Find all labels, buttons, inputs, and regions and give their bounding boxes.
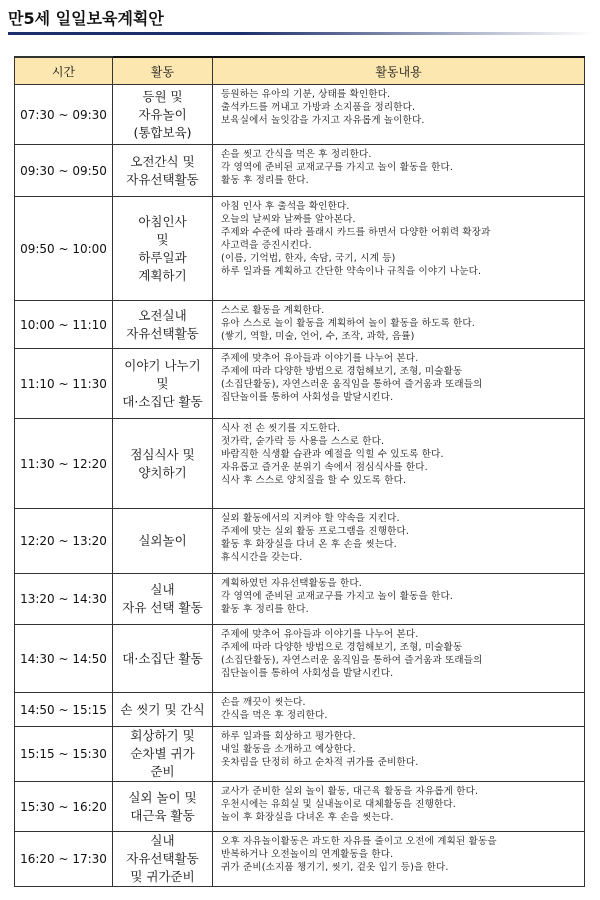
content-line: 젓가락, 숟가락 등 사용을 스스로 한다. bbox=[221, 436, 385, 447]
activity-cell bbox=[113, 832, 213, 887]
content-line: 활동 후 정리를 한다. bbox=[221, 175, 309, 186]
content-line: 식사 전 손 씻기를 지도한다. bbox=[221, 423, 341, 434]
content-line: (쌓기, 역할, 미술, 언어, 수, 조작, 과학, 음률) bbox=[221, 331, 415, 342]
content-line: 주제와 수준에 따라 플래시 카드를 하면서 다양한 어휘력 확장과 bbox=[221, 227, 491, 238]
content-line: 집단놀이를 통하여 사회성을 발달시킨다. bbox=[221, 668, 394, 679]
content-line: 오늘의 날씨와 날짜를 알아본다. bbox=[221, 214, 356, 225]
time-cell: 09:50 ~ 10:00 bbox=[15, 197, 113, 301]
content-cell bbox=[213, 349, 585, 419]
activity-line: 자유 선택 활동 bbox=[122, 600, 203, 615]
content-line: 주제에 맞추어 유아들과 이야기를 나누어 본다. bbox=[221, 629, 419, 640]
content-line: 하루 일과를 회상하고 평가한다. bbox=[221, 731, 356, 742]
content-line: 놀이 후 화장실을 다녀온 후 손을 씻는다. bbox=[221, 812, 394, 823]
content-line: 보육실에서 놀잇감을 가지고 자유롭게 놀이한다. bbox=[221, 115, 425, 126]
content-cell bbox=[213, 574, 585, 625]
table-row bbox=[15, 693, 585, 727]
content-line: 스스로 활동을 계획한다. bbox=[221, 305, 325, 316]
content-line: 집단놀이를 통하여 사회성을 발달시킨다. bbox=[221, 392, 394, 403]
activity-line: 대근육 활동 bbox=[130, 807, 195, 823]
schedule-table bbox=[14, 56, 585, 887]
content-line: 내일 활동을 소개하고 예상한다. bbox=[221, 744, 356, 755]
content-line: 주제에 따라 다양한 방법으로 경험해보기, 조형, 미술활동 bbox=[221, 366, 463, 377]
activity-line: 및 bbox=[156, 231, 169, 247]
content-line: 주제에 맞는 실외 활동 프로그램을 진행한다. bbox=[221, 526, 410, 537]
activity-line: 양치하기 bbox=[138, 464, 187, 480]
content-line: 우천시에는 유희실 및 실내놀이로 대체활동을 진행한다. bbox=[221, 799, 456, 810]
page-title: 만5세 일일보육계획안 bbox=[8, 9, 164, 28]
activity-line: 자유놀이 bbox=[138, 106, 187, 122]
activity-line: 대·소집단 활동 bbox=[122, 393, 203, 409]
content-line: 주제에 맞추어 유아들과 이야기를 나누어 본다. bbox=[221, 353, 419, 364]
time-cell: 16:20 ~ 17:30 bbox=[15, 832, 113, 887]
activity-line: 및 bbox=[156, 375, 169, 391]
activity-line: 준비 bbox=[150, 764, 175, 779]
content-line: 옷차림을 단정히 하고 순차적 귀가를 준비한다. bbox=[221, 757, 419, 768]
activity-line: 순차별 귀가 bbox=[130, 746, 195, 761]
table-row bbox=[15, 625, 585, 693]
time-cell: 14:50 ~ 15:15 bbox=[15, 693, 113, 727]
content-line: 활동 후 정리를 한다. bbox=[221, 604, 309, 615]
activity-cell bbox=[113, 301, 213, 349]
content-line: 손을 깨끗이 씻는다. bbox=[221, 697, 306, 708]
table-row bbox=[15, 349, 585, 419]
content-cell bbox=[213, 419, 585, 509]
activity-cell bbox=[113, 693, 213, 727]
content-cell bbox=[213, 301, 585, 349]
content-cell bbox=[213, 509, 585, 574]
title-underline bbox=[8, 32, 240, 35]
activity-cell bbox=[113, 419, 213, 509]
activity-cell bbox=[113, 509, 213, 574]
activity-line: 등원 및 bbox=[142, 88, 183, 104]
table-row bbox=[15, 832, 585, 887]
activity-cell bbox=[113, 625, 213, 693]
activity-line: 실내 bbox=[150, 582, 175, 597]
content-line: 귀가 준비(소지품 챙기기, 씻기, 겉옷 입기 등)을 한다. bbox=[221, 862, 449, 873]
content-cell bbox=[213, 197, 585, 301]
activity-line: 실외놀이 bbox=[138, 533, 187, 548]
activity-line: 오전간식 및 bbox=[130, 153, 195, 169]
content-line: 하루 일과를 계획하고 간단한 약속이나 규칙을 이야기 나눈다. bbox=[221, 266, 482, 277]
activity-line: 실외 놀이 및 bbox=[128, 789, 197, 805]
activity-line: 이야기 나누기 bbox=[124, 357, 201, 373]
table-row bbox=[15, 301, 585, 349]
content-line: 사고력을 증진시킨다. bbox=[221, 240, 312, 251]
activity-line: 계획하기 bbox=[138, 267, 187, 283]
activity-line: 하루일과 bbox=[138, 249, 187, 265]
activity-cell bbox=[113, 85, 213, 145]
activity-line: 및 귀가준비 bbox=[130, 869, 195, 884]
content-cell bbox=[213, 727, 585, 782]
content-line: 교사가 준비한 실외 놀이 활동, 대근육 활동을 자유롭게 한다. bbox=[221, 786, 479, 797]
content-cell bbox=[213, 832, 585, 887]
table-row bbox=[15, 727, 585, 782]
content-line: 유아 스스로 놀이 활동을 계획하여 놀이 활동을 하도록 한다. bbox=[221, 318, 476, 329]
table-row bbox=[15, 419, 585, 509]
activity-line: (통합보육) bbox=[133, 124, 192, 140]
time-cell: 15:30 ~ 16:20 bbox=[15, 782, 113, 832]
content-line: 휴식시간을 갖는다. bbox=[221, 552, 303, 563]
content-line: (이름, 기억법, 한자, 속담, 국기, 시계 등) bbox=[221, 253, 396, 264]
time-cell: 14:30 ~ 14:50 bbox=[15, 625, 113, 693]
content-line: 각 영역에 준비된 교재교구를 가지고 놀이 활동을 한다. bbox=[221, 162, 454, 173]
content-line: 자유롭고 즐거운 분위기 속에서 점심식사를 한다. bbox=[221, 462, 428, 473]
content-line: 각 영역에 준비된 교재교구를 가지고 놀이 활동을 한다. bbox=[221, 591, 454, 602]
content-cell bbox=[213, 625, 585, 693]
content-line: 반복하거나 오전놀이의 연계활동을 한다. bbox=[221, 849, 394, 860]
activity-cell bbox=[113, 349, 213, 419]
content-cell bbox=[213, 145, 585, 197]
content-line: (소집단활동), 자연스러운 움직임을 통하여 즐거움과 또래들의 bbox=[221, 655, 483, 666]
content-line: 식사 후 스스로 양치질을 할 수 있도록 한다. bbox=[221, 475, 407, 486]
table-row bbox=[15, 782, 585, 832]
table-row bbox=[15, 145, 585, 197]
activity-cell bbox=[113, 574, 213, 625]
time-cell: 12:20 ~ 13:20 bbox=[15, 509, 113, 574]
time-cell: 13:20 ~ 14:30 bbox=[15, 574, 113, 625]
activity-line: 자유선택활동 bbox=[126, 171, 199, 187]
content-line: 주제에 따라 다양한 방법으로 경험해보기, 조형, 미술활동 bbox=[221, 642, 463, 653]
content-line: 실외 활동에서의 지켜야 할 약속을 지킨다. bbox=[221, 513, 400, 524]
activity-cell bbox=[113, 727, 213, 782]
content-line: 출석카드를 꺼내고 가방과 소지품을 정리한다. bbox=[221, 102, 416, 113]
time-cell: 07:30 ~ 09:30 bbox=[15, 85, 113, 145]
activity-cell bbox=[113, 782, 213, 832]
content-cell bbox=[213, 693, 585, 727]
header-row bbox=[15, 57, 585, 85]
activity-line: 대·소집단 활동 bbox=[122, 650, 203, 666]
activity-cell bbox=[113, 197, 213, 301]
time-cell: 10:00 ~ 11:10 bbox=[15, 301, 113, 349]
header-activity: 활동 bbox=[113, 57, 213, 85]
activity-line: 점심식사 및 bbox=[130, 446, 195, 462]
time-cell: 09:30 ~ 09:50 bbox=[15, 145, 113, 197]
table-row bbox=[15, 574, 585, 625]
table-row bbox=[15, 85, 585, 145]
activity-line: 자유선택활동 bbox=[126, 325, 199, 341]
time-cell: 11:30 ~ 12:20 bbox=[15, 419, 113, 509]
content-line: 바람직한 식생활 습관과 예절을 익힐 수 있도록 한다. bbox=[221, 449, 444, 460]
activity-line: 실내 bbox=[150, 833, 175, 848]
activity-line: 회상하기 및 bbox=[130, 728, 195, 743]
activity-line: 오전실내 bbox=[138, 307, 187, 323]
content-line: (소집단활동), 자연스러운 움직임을 통하여 즐거움과 또래들의 bbox=[221, 379, 483, 390]
table-row bbox=[15, 509, 585, 574]
content-cell bbox=[213, 782, 585, 832]
content-line: 손을 씻고 간식을 먹은 후 정리한다. bbox=[221, 149, 372, 160]
title-underline-fade bbox=[240, 32, 592, 35]
time-cell: 11:10 ~ 11:30 bbox=[15, 349, 113, 419]
content-line: 활동 후 화장실을 다녀 온 후 손을 씻는다. bbox=[221, 539, 397, 550]
activity-cell bbox=[113, 145, 213, 197]
content-line: 등원하는 유아의 기분, 상태를 확인한다. bbox=[221, 89, 391, 100]
content-line: 간식을 먹은 후 정리한다. bbox=[221, 710, 328, 721]
header-time: 시간 bbox=[15, 57, 113, 85]
content-line: 아침 인사 후 출석을 확인한다. bbox=[221, 201, 350, 212]
content-line: 계획하였던 자유선택활동을 한다. bbox=[221, 578, 362, 589]
activity-line: 아침인사 bbox=[138, 213, 187, 229]
activity-line: 손 씻기 및 간식 bbox=[120, 701, 205, 717]
header-content: 활동내용 bbox=[213, 57, 585, 85]
activity-line: 자유선택활동 bbox=[126, 851, 199, 866]
time-cell: 15:15 ~ 15:30 bbox=[15, 727, 113, 782]
content-line: 오후 자유놀이활동은 과도한 자유를 줄이고 오전에 계획된 활동을 bbox=[221, 836, 497, 847]
table-row bbox=[15, 197, 585, 301]
content-cell bbox=[213, 85, 585, 145]
